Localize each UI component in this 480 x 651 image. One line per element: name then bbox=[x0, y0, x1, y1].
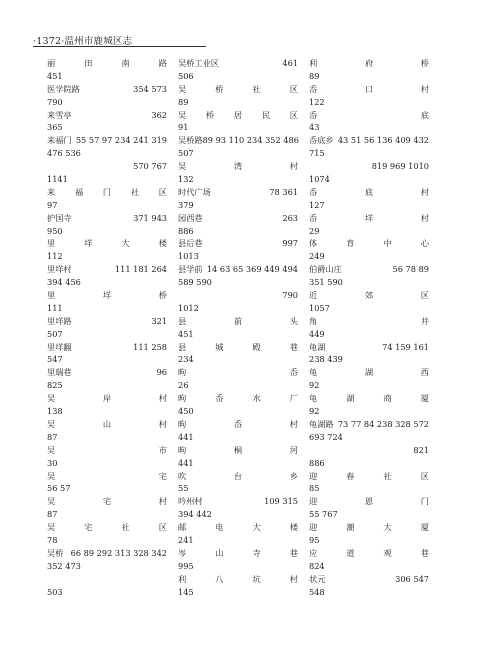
index-line: 450 bbox=[178, 406, 194, 417]
index-line: 吴 山 村 bbox=[47, 418, 167, 429]
index-line: 县 前 头 bbox=[178, 315, 298, 326]
index-line: 昫 岙 水 厂 bbox=[178, 393, 298, 404]
index-line: 来雪亭 362 bbox=[47, 109, 167, 120]
index-line: 吴 宅 村 bbox=[47, 496, 167, 507]
index-line: 龟 湖 商 厦 bbox=[309, 393, 429, 404]
index-line: 886 bbox=[178, 225, 194, 236]
index-line: 92 bbox=[309, 406, 320, 417]
index-line: 丽 田 南 路 bbox=[47, 58, 167, 68]
index-line: 县后巷 997 bbox=[178, 238, 298, 249]
index-line: 234 bbox=[178, 354, 194, 365]
index-line: 441 bbox=[178, 431, 194, 442]
index-line: 里垟翻 111 258 bbox=[47, 341, 167, 352]
index-line: 吴 湾 村 bbox=[178, 161, 298, 172]
index-line: 394 442 bbox=[178, 509, 212, 520]
index-line: 里瑞巷 96 bbox=[47, 367, 167, 378]
index-line: 状元 306 547 bbox=[309, 573, 429, 584]
index-line: 548 bbox=[309, 586, 325, 597]
index-line: 91 bbox=[178, 122, 189, 133]
index-line: 吴 桥 居 民 区 bbox=[178, 109, 298, 120]
index-line: 时代广场 78 361 bbox=[178, 186, 298, 197]
index-line: 249 bbox=[309, 251, 325, 262]
index-line: 693 724 bbox=[309, 431, 343, 442]
index-line: 吹 台 乡 bbox=[178, 470, 298, 481]
index-line: 龟湖 74 159 161 bbox=[309, 341, 429, 352]
index-line: 迎 潮 大 厦 bbox=[309, 522, 429, 533]
index-line bbox=[47, 573, 167, 586]
index-line: 体 育 中 心 bbox=[309, 238, 429, 249]
index-line: 819 969 1010 bbox=[371, 161, 429, 172]
index-line: 吴 岸 村 bbox=[47, 393, 167, 404]
index-line: 1074 bbox=[309, 174, 330, 185]
index-line: 吴桥工业区 461 bbox=[178, 58, 298, 68]
index-line: 503 bbox=[47, 586, 63, 597]
index-line: 迎 春 社 区 bbox=[309, 470, 429, 481]
index-line: 790 bbox=[282, 290, 298, 301]
index-line: 医学院路 354 573 bbox=[47, 83, 167, 94]
index-line: 吴 市 bbox=[47, 444, 167, 455]
index-line: 238 439 bbox=[309, 354, 343, 365]
index-line: 里垟村 111 181 264 bbox=[47, 264, 167, 275]
index-line: 87 bbox=[47, 431, 58, 442]
index-column-2 bbox=[178, 57, 298, 598]
index-line: 1012 bbox=[178, 302, 199, 313]
index-line: 821 bbox=[413, 444, 429, 455]
index-line: 龟 湖 西 bbox=[309, 367, 429, 378]
index-line: 379 bbox=[178, 199, 194, 210]
index-line: 451 bbox=[178, 328, 194, 339]
index-line: 394 456 bbox=[47, 277, 81, 288]
index-line: 昫 桐 河 bbox=[178, 444, 298, 455]
index-line: 县 城 殿 巷 bbox=[178, 341, 298, 352]
index-line: 85 bbox=[309, 483, 320, 494]
index-line: 里 垟 大 楼 bbox=[47, 238, 167, 249]
index-line: 昫 岙 村 bbox=[178, 418, 298, 429]
index-line: 89 bbox=[309, 70, 320, 81]
index-line: 589 590 bbox=[178, 277, 212, 288]
index-line: 吴 宅 bbox=[47, 470, 167, 481]
index-line: 昫 岙 bbox=[178, 367, 298, 378]
index-line: 352 473 bbox=[47, 560, 81, 571]
index-line: 43 bbox=[309, 122, 320, 133]
index-line: 92 bbox=[309, 380, 320, 391]
index-line: 应 道 观 巷 bbox=[309, 547, 429, 558]
index-line: 园西巷 263 bbox=[178, 212, 298, 223]
index-line: 来福门 55 57 97 234 241 319 bbox=[47, 135, 167, 146]
index-line: 451 bbox=[47, 70, 63, 81]
index-line: 122 bbox=[309, 96, 325, 107]
page-header: ·1372·温州市鹿城区志 bbox=[33, 36, 133, 47]
index-line: 吴 宅 社 区 bbox=[47, 522, 167, 533]
index-line: 78 bbox=[47, 534, 58, 545]
index-line: 岙底乡 43 51 56 136 409 432 bbox=[309, 135, 429, 146]
index-line: 里 垟 桥 bbox=[47, 290, 167, 301]
index-line: 241 bbox=[178, 534, 194, 545]
index-line: 87 bbox=[47, 509, 58, 520]
index-line: 886 bbox=[309, 457, 325, 468]
index-line: 吴桥 66 89 292 313 328 342 bbox=[47, 547, 167, 558]
index-line: 790 bbox=[47, 96, 63, 107]
index-line: 441 bbox=[178, 457, 194, 468]
index-line: 351 590 bbox=[309, 277, 343, 288]
index-line: 岙 底 村 bbox=[309, 186, 429, 197]
header-rule bbox=[33, 46, 206, 47]
index-line: 449 bbox=[309, 328, 325, 339]
index-line: 护国寺 371 943 bbox=[47, 212, 167, 223]
index-line: 138 bbox=[47, 406, 63, 417]
index-line: 507 bbox=[47, 328, 63, 339]
index-line: 824 bbox=[309, 560, 325, 571]
index-line: 邮 电 大 楼 bbox=[178, 522, 298, 533]
index-line: 1013 bbox=[178, 251, 199, 262]
index-line: 1141 bbox=[47, 174, 68, 185]
index-line: 岙 口 村 bbox=[309, 83, 429, 94]
index-line: 95 bbox=[309, 534, 320, 545]
index-line: 岑 山 寺 巷 bbox=[178, 547, 298, 558]
index-line: 吟州村 109 315 bbox=[178, 496, 298, 507]
index-line: 55 bbox=[178, 483, 189, 494]
index-line: 132 bbox=[178, 174, 194, 185]
index-line: 龟湖路 73 77 84 238 328 572 bbox=[309, 418, 429, 429]
index-line: 26 bbox=[178, 380, 189, 391]
index-line: 56 57 bbox=[47, 483, 71, 494]
index-line: 55 767 bbox=[309, 509, 338, 520]
index-line: 507 bbox=[178, 148, 194, 159]
index-line: 570 767 bbox=[133, 161, 167, 172]
index-line: 715 bbox=[309, 148, 325, 159]
index-line: 127 bbox=[309, 199, 325, 210]
index-line: 476 536 bbox=[47, 148, 81, 159]
index-line: 岙 底 bbox=[309, 109, 429, 120]
index-line: 547 bbox=[47, 354, 63, 365]
index-column-1 bbox=[47, 57, 167, 598]
index-line: 吴桥路 89 93 110 234 352 486 bbox=[178, 135, 299, 146]
index-line: 825 bbox=[47, 380, 63, 391]
index-line: 岙 垟 村 bbox=[309, 212, 429, 223]
index-line: 1057 bbox=[309, 302, 330, 313]
index-line: 利 八 坑 村 bbox=[178, 573, 298, 584]
index-line: 97 bbox=[47, 199, 58, 210]
index-line: 里垟路 321 bbox=[47, 315, 167, 326]
index-line: 30 bbox=[47, 457, 58, 468]
index-line: 506 bbox=[178, 70, 194, 81]
index-line: 近 郊 区 bbox=[309, 290, 429, 301]
index-line: 角 井 bbox=[309, 315, 429, 326]
index-line: 111 bbox=[47, 302, 63, 313]
index-line: 365 bbox=[47, 122, 63, 133]
index-line: 县学前 14 63 65 369 449 494 bbox=[178, 264, 298, 275]
index-line: 89 bbox=[178, 96, 189, 107]
index-line: 29 bbox=[309, 225, 320, 236]
index-line: 吴 桥 社 区 bbox=[178, 83, 298, 94]
index-line: 迎 恩 门 bbox=[309, 496, 429, 507]
index-line: 利 府 桥 bbox=[309, 58, 429, 68]
index-line: 伯爵山庄 56 78 89 bbox=[309, 264, 429, 275]
index-line: 112 bbox=[47, 251, 63, 262]
index-line: 950 bbox=[47, 225, 63, 236]
index-line: 145 bbox=[178, 586, 194, 597]
index-line: 995 bbox=[178, 560, 194, 571]
index-column-3 bbox=[309, 57, 429, 598]
index-line: 来 福 门 社 区 bbox=[47, 186, 167, 197]
